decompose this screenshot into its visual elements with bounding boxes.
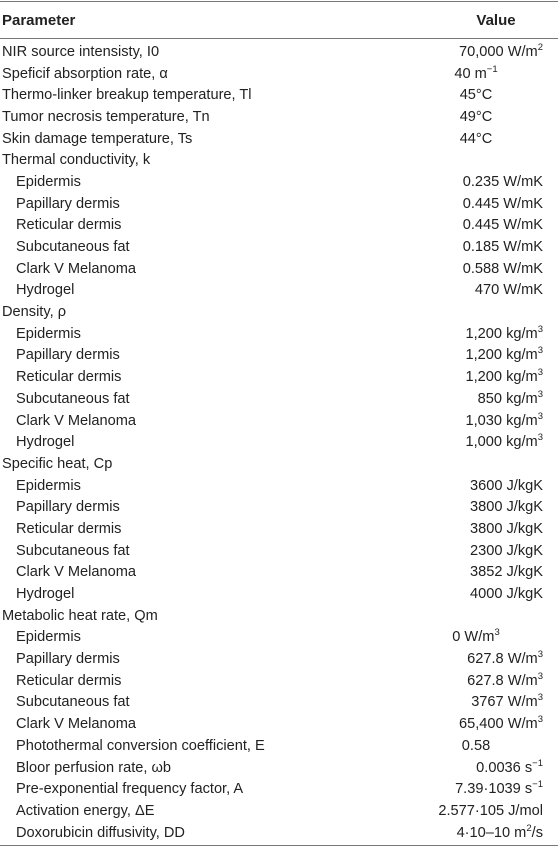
value-text: 3800 J/kgK: [469, 499, 543, 516]
row-value: [470, 543, 551, 559]
row-parameter: Epidermis: [16, 629, 81, 646]
table-row: [0, 735, 558, 757]
value-text: 0.185 W/mK: [462, 239, 543, 256]
value-text: 3767 W/m: [471, 694, 538, 711]
row-value: [465, 323, 552, 342]
value-superscript: 3: [494, 627, 500, 639]
row-parameter: Clark V Melanoma: [16, 412, 137, 429]
row-value: [401, 63, 551, 82]
row-parameter: Clark V Melanoma: [16, 716, 137, 733]
table-row: [0, 583, 558, 605]
table-row: [0, 692, 558, 714]
table-row: [0, 215, 558, 237]
table-row: [0, 562, 558, 584]
value-superscript: −1: [486, 63, 498, 75]
row-parameter: Skin damage temperature, Ts: [2, 130, 193, 147]
row-value: [401, 87, 551, 103]
row-value: [465, 410, 552, 429]
table-row: [0, 475, 558, 497]
table-row: [0, 800, 558, 822]
value-suffix: /s: [531, 824, 543, 841]
value-text: 1,200 kg/m: [465, 325, 538, 342]
value-text: 2.577·105 J/mol: [438, 802, 543, 819]
table-header: [0, 1, 558, 39]
row-value: [470, 564, 551, 580]
table-row: [0, 258, 558, 280]
row-parameter: Speficif absorption rate, α: [2, 65, 168, 82]
value-superscript: 3: [537, 670, 543, 682]
table-row: [0, 323, 558, 345]
value-superscript: −1: [532, 779, 543, 791]
table-row: [0, 366, 558, 388]
table-row: [0, 822, 558, 844]
value-text: 4000 J/kgK: [469, 586, 543, 603]
table-row: [0, 757, 558, 779]
value-text: 44°C: [459, 130, 493, 147]
row-parameter: Epidermis: [16, 173, 81, 190]
row-parameter: Tumor necrosis temperature, Tn: [2, 108, 210, 125]
value-superscript: 2: [537, 41, 543, 53]
row-parameter: Epidermis: [16, 325, 81, 342]
value-text: 627.8 W/m: [467, 651, 538, 668]
table-row: [0, 778, 558, 800]
row-value: [476, 757, 551, 776]
row-parameter: Subcutaneous fat: [16, 239, 130, 256]
row-parameter: Hydrogel: [16, 434, 75, 451]
row-parameter: Hydrogel: [16, 586, 75, 603]
row-parameter: Reticular dermis: [16, 217, 122, 234]
row-value: [463, 196, 551, 212]
value-text: 40 m: [454, 65, 487, 82]
value-text: 1,030 kg/m: [465, 412, 538, 429]
value-text: 627.8 W/m: [467, 672, 538, 689]
row-value: [401, 109, 551, 125]
value-text: 3800 J/kgK: [469, 520, 543, 537]
row-parameter: Papillary dermis: [16, 347, 120, 364]
value-text: 0.235 W/mK: [462, 173, 543, 190]
row-value: [477, 388, 551, 407]
table-row: [0, 106, 558, 128]
table-row: [0, 128, 558, 150]
row-value: [467, 651, 551, 667]
row-parameter: Photothermal conversion coefficient, E: [16, 737, 265, 754]
row-parameter: Density, ρ: [2, 304, 66, 321]
row-value: [459, 41, 551, 60]
row-parameter: Thermal conductivity, k: [2, 152, 151, 169]
row-value: [459, 716, 551, 732]
row-parameter: Bloor perfusion rate, ωb: [16, 759, 171, 776]
parameter-table: [0, 1, 558, 846]
row-value: [456, 822, 551, 841]
row-parameter: Clark V Melanoma: [16, 564, 137, 581]
value-text: 850 kg/m: [477, 390, 538, 407]
row-parameter: Doxorubicin diffusivity, DD: [16, 824, 185, 841]
header-parameter: Parameter: [2, 11, 76, 29]
table-row: [0, 648, 558, 670]
value-superscript: 3: [537, 323, 543, 335]
value-superscript: 3: [537, 345, 543, 357]
row-parameter: Reticular dermis: [16, 369, 122, 386]
value-text: 470 W/mK: [474, 282, 543, 299]
row-value: [470, 478, 551, 494]
value-text: 0 W/m: [452, 629, 495, 646]
table-row: [0, 171, 558, 193]
row-value: [463, 239, 551, 255]
value-superscript: 3: [537, 367, 543, 379]
value-superscript: 3: [537, 410, 543, 422]
row-value: [401, 738, 551, 754]
table-row: [0, 301, 558, 323]
row-parameter: Subcutaneous fat: [16, 542, 130, 559]
table-row: [0, 84, 558, 106]
table-body: [0, 39, 558, 843]
value-superscript: 2: [526, 822, 532, 834]
row-value: [438, 803, 551, 819]
bottom-rule: [0, 845, 558, 846]
row-value: [470, 521, 551, 537]
value-superscript: 3: [537, 388, 543, 400]
table-row: [0, 431, 558, 453]
table-row: [0, 453, 558, 475]
row-parameter: Subcutaneous fat: [16, 390, 130, 407]
table-row: [0, 345, 558, 367]
row-value: [467, 670, 551, 689]
row-value: [475, 282, 551, 298]
row-value: [463, 261, 551, 277]
value-text: 3600 J/kgK: [469, 477, 543, 494]
table-row: [0, 41, 558, 63]
table-row: [0, 540, 558, 562]
row-value: [466, 434, 552, 450]
value-text: 2300 J/kgK: [469, 542, 543, 559]
row-parameter: Specific heat, Cp: [2, 455, 113, 472]
table-row: [0, 713, 558, 735]
row-value: [466, 347, 552, 363]
table-row: [0, 670, 558, 692]
value-text: 0.58: [461, 737, 491, 754]
value-text: 3852 J/kgK: [469, 564, 543, 581]
table-row: [0, 149, 558, 171]
row-value: [463, 174, 551, 190]
table-row: [0, 410, 558, 432]
value-text: 7.39·1039 s: [455, 781, 533, 798]
table-row: [0, 496, 558, 518]
value-text: 49°C: [459, 108, 493, 125]
table-row: [0, 388, 558, 410]
table-row: [0, 627, 558, 649]
row-parameter: Reticular dermis: [16, 520, 122, 537]
table-row: [0, 63, 558, 85]
row-parameter: Pre-exponential frequency factor, A: [16, 781, 244, 798]
row-parameter: Papillary dermis: [16, 195, 120, 212]
value-text: 65,400 W/m: [459, 716, 538, 733]
row-parameter: Papillary dermis: [16, 499, 120, 516]
row-value: [470, 586, 551, 602]
row-parameter: NIR source intensisty, I0: [2, 43, 160, 60]
value-text: 45°C: [459, 87, 493, 104]
value-superscript: 3: [537, 649, 543, 661]
value-text: 1,200 kg/m: [465, 369, 538, 386]
value-text: 0.588 W/mK: [462, 260, 543, 277]
row-parameter: Papillary dermis: [16, 651, 120, 668]
table-row: [0, 236, 558, 258]
header-value: Value: [476, 11, 516, 29]
row-parameter: Reticular dermis: [16, 672, 122, 689]
row-value: [455, 781, 551, 797]
row-value: [401, 131, 551, 147]
value-superscript: 3: [537, 692, 543, 704]
row-value: [471, 694, 551, 710]
value-superscript: −1: [532, 757, 543, 769]
row-value: [463, 217, 551, 233]
value-superscript: 3: [537, 432, 543, 444]
table-row: [0, 280, 558, 302]
row-parameter: Activation energy, ΔE: [16, 802, 155, 819]
value-text: 0.445 W/mK: [462, 217, 543, 234]
table-row: [0, 193, 558, 215]
row-parameter: Hydrogel: [16, 282, 75, 299]
value-text: 0.445 W/mK: [462, 195, 543, 212]
row-parameter: Clark V Melanoma: [16, 260, 137, 277]
table-row: [0, 518, 558, 540]
row-parameter: Thermo-linker breakup temperature, Tl: [2, 87, 252, 104]
value-text: 70,000 W/m: [459, 43, 538, 60]
value-text: 0.0036 s: [476, 759, 533, 776]
row-value: [401, 629, 551, 645]
row-parameter: Subcutaneous fat: [16, 694, 130, 711]
row-parameter: Epidermis: [16, 477, 81, 494]
table-row: [0, 605, 558, 627]
row-parameter: Metabolic heat rate, Qm: [2, 607, 158, 624]
value-text: 4·10–10 m: [456, 824, 527, 841]
value-text: 1,000 kg/m: [465, 434, 538, 451]
row-value: [466, 369, 552, 385]
value-superscript: 3: [537, 714, 543, 726]
row-value: [470, 499, 551, 515]
value-text: 1,200 kg/m: [465, 347, 538, 364]
